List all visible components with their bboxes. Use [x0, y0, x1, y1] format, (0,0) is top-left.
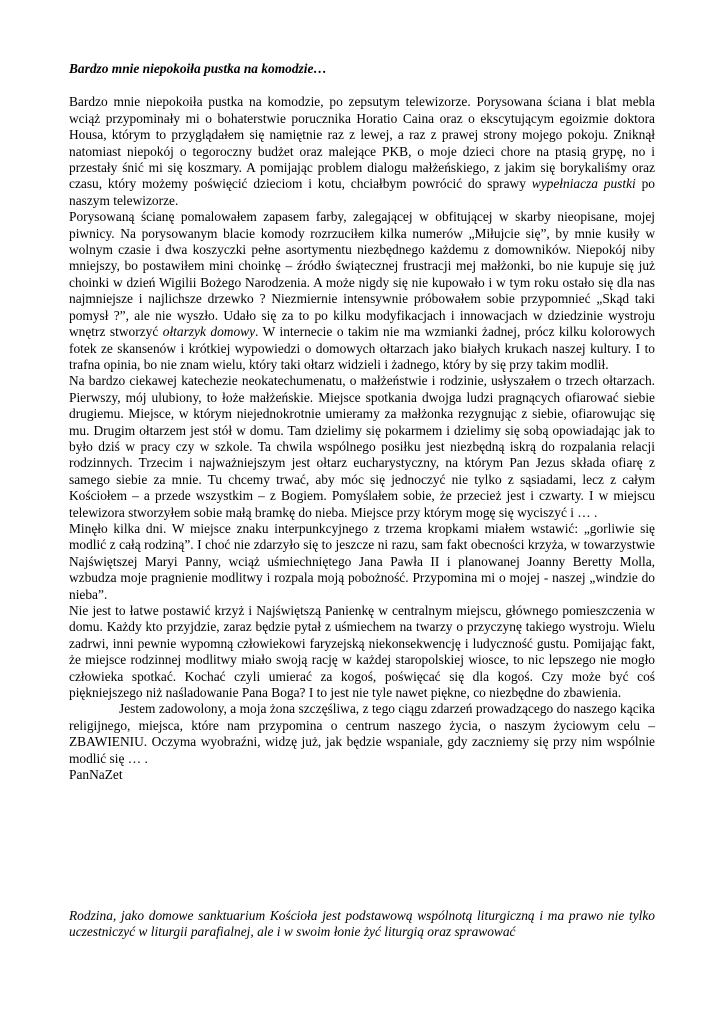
text-run: Bardzo mnie niepokoiła pustka na komodzie, po zepsutym telewizorze. Porysowana ściana i blat mebla wciąż przypominały mi o bohaterstwie porucznika Horatio Caina oraz o ekscytującym egoizmie doktora Housa, którym to przyglądałem się namiętnie raz z lewej, a raz z prawej strony mojego pokoju. Zniknął natomiast niepokój o tegoroczny budżet oraz malejące PKB, o moje dzieci chore na ptasią grypę, no i przestały śnić mi się koszmary. A pomijając problem dialogu małżeńskiego, z jakim się borykaliśmy oraz czasu, który możemy poświęcić dzieciom i kotu, chciałbym powrócić do sprawy: [69, 94, 655, 192]
italic-phrase: ołtarzyk domowy: [162, 324, 256, 340]
article-paragraph: [69, 94, 655, 209]
article-paragraph: [69, 603, 655, 701]
text-run: Nie jest to łatwe postawić krzyż i Najświętszą Panienkę w centralnym miejscu, głównego pomieszczenia w domu. Każdy kto przyjdzie, zaraz będzie pytał z uśmiechem na twarzy o przyczynę takiego wystroju. Wielu zadrwi, inni pewnie wypomną człowiekowi faryzejską niekonsekwencję i ludyczność gustu. Pomijając fakt, że miejsce rodzinnej modlitwy miało swoją rację w każdej staropolskiej wiosce, to nic lepszego nie mogło człowieka spotkać. Kochać czyli umierać za kogoś, poświęcać się dla kogoś. Czy może być coś piękniejszego niż naśladowanie Pana Boga? I to jest nie tyle nawet piękne, co niezbędne do zbawienia.: [69, 603, 655, 701]
article-paragraph: [69, 373, 655, 521]
text-run: Na bardzo ciekawej katechezie neokatechumenatu, o małżeństwie i rodzinie, usłyszałem o trzech ołtarzach. Pierwszy, mój ulubiony, to łoże małżeńskie. Miejsce spotkania dwojga ludzi pragnących ofiarować siebie drugiemu. Miejsce, w którym niejednokrotnie umieramy za małżonka rezygnując z siebie, ofiarowując się mu. Drugim ołtarzem jest stół w domu. Tam dzielimy się pokarmem i dzielimy się sobą opowiadając jak to było dziś w pracy czy w szkole. Ta chwila wspólnego posiłku jest niezbędną iskrą do rozpalania relacji rodzinnych. Trzecim i najważniejszym jest ołtarz eucharystyczny, na którym Pan Jezus składa ofiarę z samego siebie za mnie. Tu chcemy trwać, aby móc się jednoczyć nie tylko z sąsiadami, lecz z całym Kościołem – a przede wszystkim – z Bogiem. Pomyślałem sobie, że przecież jest i czwarty. I w miejscu telewizora stworzyłem sobie małą bramkę do nieba. Miejsce przy którym mogę się wyciszyć i … .: [69, 373, 655, 520]
text-run: . W internecie o takim nie ma wzmianki żadnej, prócz kilku kolorowych fotek ze skansenów i krótkiej wypowiedzi o domowych ołtarzach jako białych krukach naszej kultury. I to trafna opinia, bo nie znam wielu, który taki ołtarz widzieli i żadnego, który by się przy takim modlił.: [69, 324, 656, 372]
text-run: Jestem zadowolony, a moja żona szczęśliwa, z tego ciągu zdarzeń prowadzącego do naszego kącika religijnego, miejsca, które nam przypomina o centrum naszego życia, o naszym życiowym celu – ZBAWIENIU. Oczyma wyobraźni, widzę już, jak będzie wspaniale, gdy zaczniemy się przy nim wspólnie modlić się … .: [69, 701, 655, 766]
article-body: [69, 61, 655, 783]
italic-phrase: wypełniacza pustki: [531, 176, 636, 192]
author-signature: PanNaZet: [69, 767, 123, 783]
article-paragraph: [69, 701, 655, 767]
text-run: Minęło kilka dni. W miejsce znaku interpunkcyjnego z trzema kropkami miałem wstawić: „gorliwie się modlić z całą rodziną”. I choć nie zdarzyło się to jeszcze ni razu, sam fakt obecności krzyża, w towarzystwie Najświętszej Maryi Panny, wciąż uśmiechniętego Jana Pawła II i planowanej Joanny Beretty Molla, wzbudza moje pragnienie modlitwy i rozpala moją pobożność. Przypomina mi o mojej - naszej „windzie do nieba”.: [69, 520, 655, 602]
text-run: po naszym telewizorze.: [69, 176, 656, 208]
article-paragraphs: [69, 94, 655, 767]
article-paragraph: [69, 209, 655, 373]
article-paragraph: [69, 521, 655, 603]
footer-quote: Rodzina, jako domowe sanktuarium Kościoła jest podstawową wspólnotą liturgiczną i ma prawo nie tylko uczestniczyć w liturgii parafialnej, ale i w swoim łonie żyć liturgią oraz sprawować: [69, 908, 655, 940]
article-title: Bardzo mnie niepokoiła pustka na komodzie…: [69, 61, 327, 76]
text-run: Porysowaną ścianę pomalowałem zapasem farby, zalegającej w obfitującej w skarby nieopisane, mojej piwnicy. Na porysowanym blacie komody rozrzuciłem kilka numerów „Miłujcie się”, by mnie kusiły w wolnym czasie i dwa koszyczki pełne asortymentu niezbędnego każdemu z domowników. Niepokój niby mniejszy, bo postawiłem mini choinkę – źródło świątecznej frustracji mej małżonki, bo nie kupuje się już choinki w dzień Wigilii Bożego Narodzenia. A może nigdy się nie kupowało i w tym roku ostało się dla nas najmniejsze i najlichsze drzewko ? Niezmiernie intensywnie próbowałem sobie przypomnieć „Skąd taki pomysł ?”, ale nie wyszło. Udało się za to po kilku modyfikacjach i innowacjach w dziedzinie wystroju wnętrz stworzyć: [69, 209, 655, 340]
